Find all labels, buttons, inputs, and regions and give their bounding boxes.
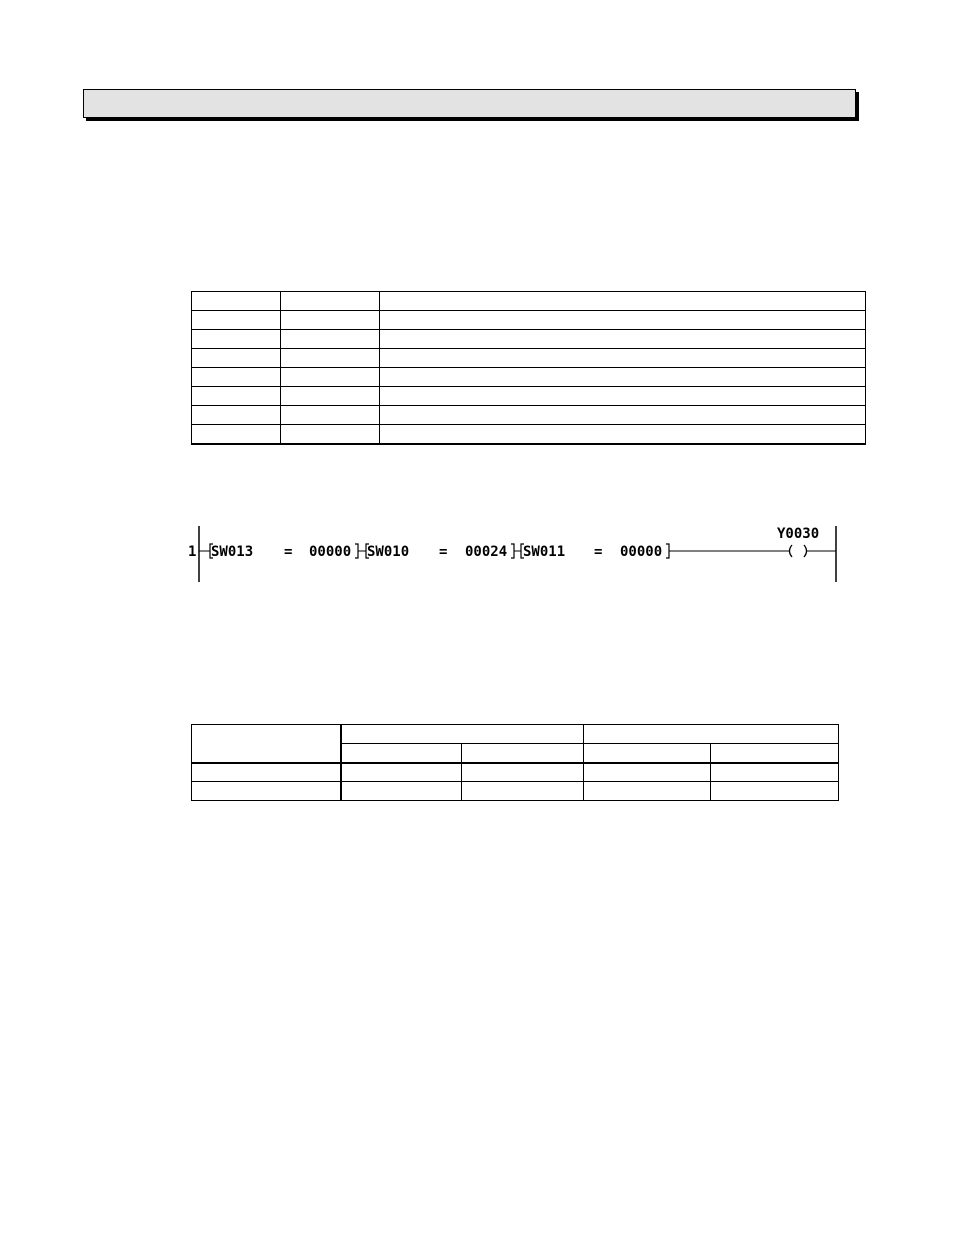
table-cell <box>380 406 866 425</box>
table-row <box>192 782 839 801</box>
info-table <box>191 291 866 445</box>
table-cell <box>281 330 380 349</box>
table-row <box>192 292 866 311</box>
output-coil[interactable] <box>777 526 819 557</box>
table-row <box>192 311 866 330</box>
table-header-row <box>192 725 839 744</box>
table-cell <box>281 387 380 406</box>
table-row <box>192 425 866 444</box>
compare-contact-3[interactable] <box>521 544 669 560</box>
table-cell <box>192 387 281 406</box>
table-cell <box>192 330 281 349</box>
table-cell <box>380 349 866 368</box>
coil-address: Y0030 <box>777 526 820 542</box>
table-cell <box>341 782 462 801</box>
contact-operator: = <box>439 544 448 560</box>
contact-value: 00000 <box>620 544 663 560</box>
table-row <box>192 387 866 406</box>
table-cell <box>462 782 584 801</box>
contact-operand: SW013 <box>211 544 254 560</box>
table-cell <box>281 406 380 425</box>
table-cell <box>380 368 866 387</box>
table-cell <box>192 763 341 782</box>
contact-operand: SW011 <box>523 544 566 560</box>
table-cell <box>192 425 281 444</box>
table-cell <box>380 330 866 349</box>
table-cell <box>711 763 839 782</box>
table-cell <box>380 311 866 330</box>
table-header-cell <box>341 725 584 744</box>
table-cell <box>281 425 380 444</box>
table-header-cell <box>462 744 584 763</box>
table-cell <box>281 349 380 368</box>
table-header-cell <box>584 725 839 744</box>
compare-contact-2[interactable] <box>366 544 514 560</box>
table-cell <box>584 782 711 801</box>
table-header-cell <box>584 744 711 763</box>
table-cell <box>281 292 380 311</box>
table-cell <box>192 311 281 330</box>
table-cell <box>192 292 281 311</box>
table-cell <box>192 782 341 801</box>
table-cell <box>584 763 711 782</box>
rung-number: 1 <box>188 544 197 560</box>
table-cell <box>192 368 281 387</box>
compare-contact-1[interactable] <box>206 544 358 560</box>
table-cell <box>192 349 281 368</box>
table-row <box>192 349 866 368</box>
section-title-bar <box>83 89 856 118</box>
table-cell <box>281 368 380 387</box>
ladder-diagram <box>180 520 850 586</box>
contact-value: 00000 <box>309 544 352 560</box>
table-cell <box>380 425 866 444</box>
table-row <box>192 763 839 782</box>
table-cell <box>192 406 281 425</box>
table-header-cell <box>711 744 839 763</box>
table-header-cell <box>341 744 462 763</box>
table-cell <box>462 763 584 782</box>
table-row <box>192 330 866 349</box>
table-cell <box>380 292 866 311</box>
table-header-cell <box>192 725 341 763</box>
status-table <box>191 724 839 801</box>
contact-operand: SW010 <box>367 544 410 560</box>
table-cell <box>281 311 380 330</box>
table-cell <box>380 387 866 406</box>
contact-operator: = <box>284 544 293 560</box>
contact-value: 00024 <box>465 544 508 560</box>
table-cell <box>711 782 839 801</box>
table-row <box>192 368 866 387</box>
contact-operator: = <box>594 544 603 560</box>
table-cell <box>341 763 462 782</box>
table-row <box>192 406 866 425</box>
